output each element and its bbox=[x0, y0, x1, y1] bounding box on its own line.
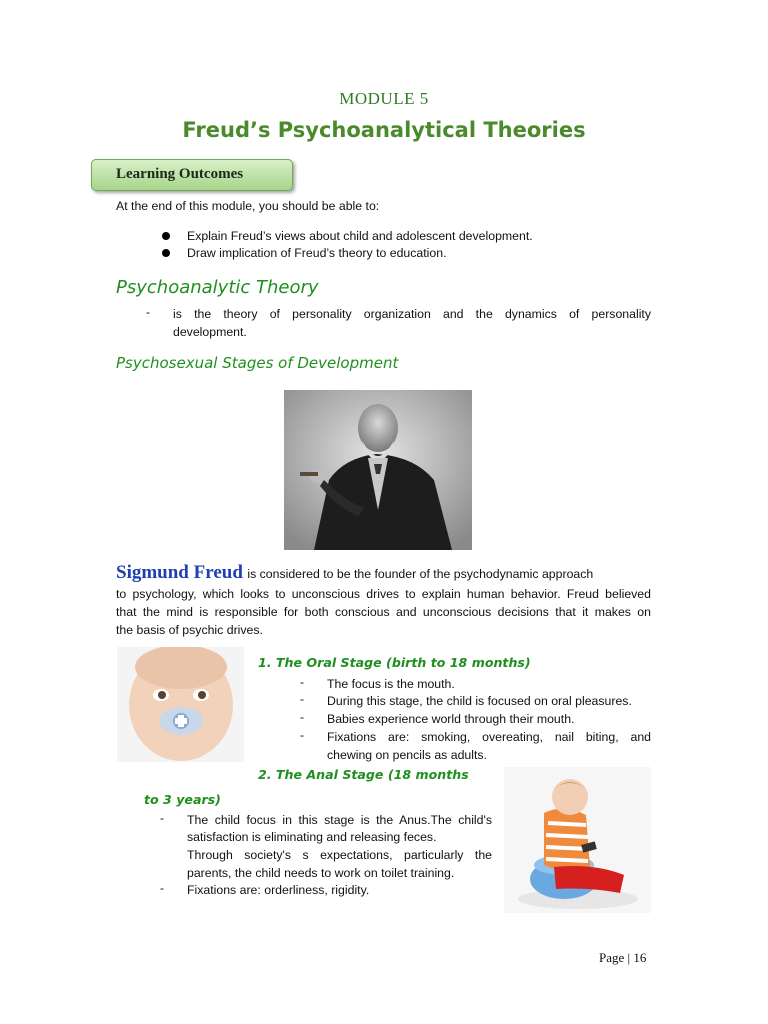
freud-name: Sigmund Freud bbox=[116, 562, 243, 583]
anal-stage-item: satisfaction is eliminating and releasing feces. bbox=[187, 830, 437, 844]
oral-stage-item: The focus is the mouth. bbox=[327, 677, 455, 691]
anal-stage-item: Through society's s expectations, particularly the bbox=[187, 848, 492, 862]
outcomes-intro: At the end of this module, you should be able to: bbox=[116, 199, 380, 213]
freud-description: is considered to be the founder of the psychodynamic approach bbox=[247, 567, 594, 581]
learning-outcomes-label: Learning Outcomes bbox=[116, 166, 244, 182]
anal-stage-item: The child focus in this stage is the Anus.The child's bbox=[187, 813, 492, 827]
dash-marker: - bbox=[160, 881, 165, 895]
dash-marker: - bbox=[300, 692, 305, 706]
module-number: MODULE 5 bbox=[339, 89, 429, 108]
toddler-potty-photo bbox=[504, 767, 651, 913]
psychosexual-heading: Psychosexual Stages of Development bbox=[116, 354, 399, 372]
page-title: Freud’s Psychoanalytical Theories bbox=[182, 118, 586, 142]
anal-stage-heading-cont: to 3 years) bbox=[144, 792, 221, 807]
anal-stage-heading: 2. The Anal Stage (18 months bbox=[258, 767, 469, 782]
outcome-item: Draw implication of Freud’s theory to education. bbox=[187, 246, 447, 260]
psychoanalytic-heading: Psychoanalytic Theory bbox=[116, 277, 319, 298]
oral-stage-heading: 1. The Oral Stage (birth to 18 months) bbox=[258, 655, 531, 670]
freud-paragraph-line bbox=[116, 562, 651, 584]
dash-marker: - bbox=[300, 728, 305, 742]
freud-paragraph-line: that the mind is responsible for both conscious and unconscious decisions that it makes on bbox=[116, 605, 651, 619]
dash-marker: - bbox=[160, 811, 165, 825]
dash-marker: - bbox=[146, 305, 151, 319]
page-number: Page | 16 bbox=[599, 950, 647, 965]
freud-portrait bbox=[284, 390, 472, 550]
oral-stage-item: chewing on pencils as adults. bbox=[327, 748, 487, 762]
baby-pacifier-photo bbox=[117, 647, 244, 762]
freud-paragraph-line: the basis of psychic drives. bbox=[116, 623, 263, 637]
bullet-icon bbox=[162, 249, 170, 257]
oral-stage-item: Babies experience world through their mouth. bbox=[327, 712, 575, 726]
oral-stage-item: During this stage, the child is focused on oral pleasures. bbox=[327, 694, 632, 708]
anal-stage-item: Fixations are: orderliness, rigidity. bbox=[187, 883, 370, 897]
dash-marker: - bbox=[300, 675, 305, 689]
oral-stage-item: Fixations are: smoking, overeating, nail biting, and bbox=[327, 730, 651, 744]
psychoanalytic-definition-line: is the theory of personality organization and the dynamics of personality bbox=[173, 307, 651, 321]
anal-stage-item: parents, the child needs to work on toilet training. bbox=[187, 866, 455, 880]
dash-marker: - bbox=[300, 710, 305, 724]
outcome-item: Explain Freud’s views about child and adolescent development. bbox=[187, 229, 533, 243]
bullet-icon bbox=[162, 232, 170, 240]
psychoanalytic-definition-line: development. bbox=[173, 325, 247, 339]
freud-paragraph-line: to psychology, which looks to unconscious drives to explain human behavior. Freud believed bbox=[116, 587, 651, 601]
